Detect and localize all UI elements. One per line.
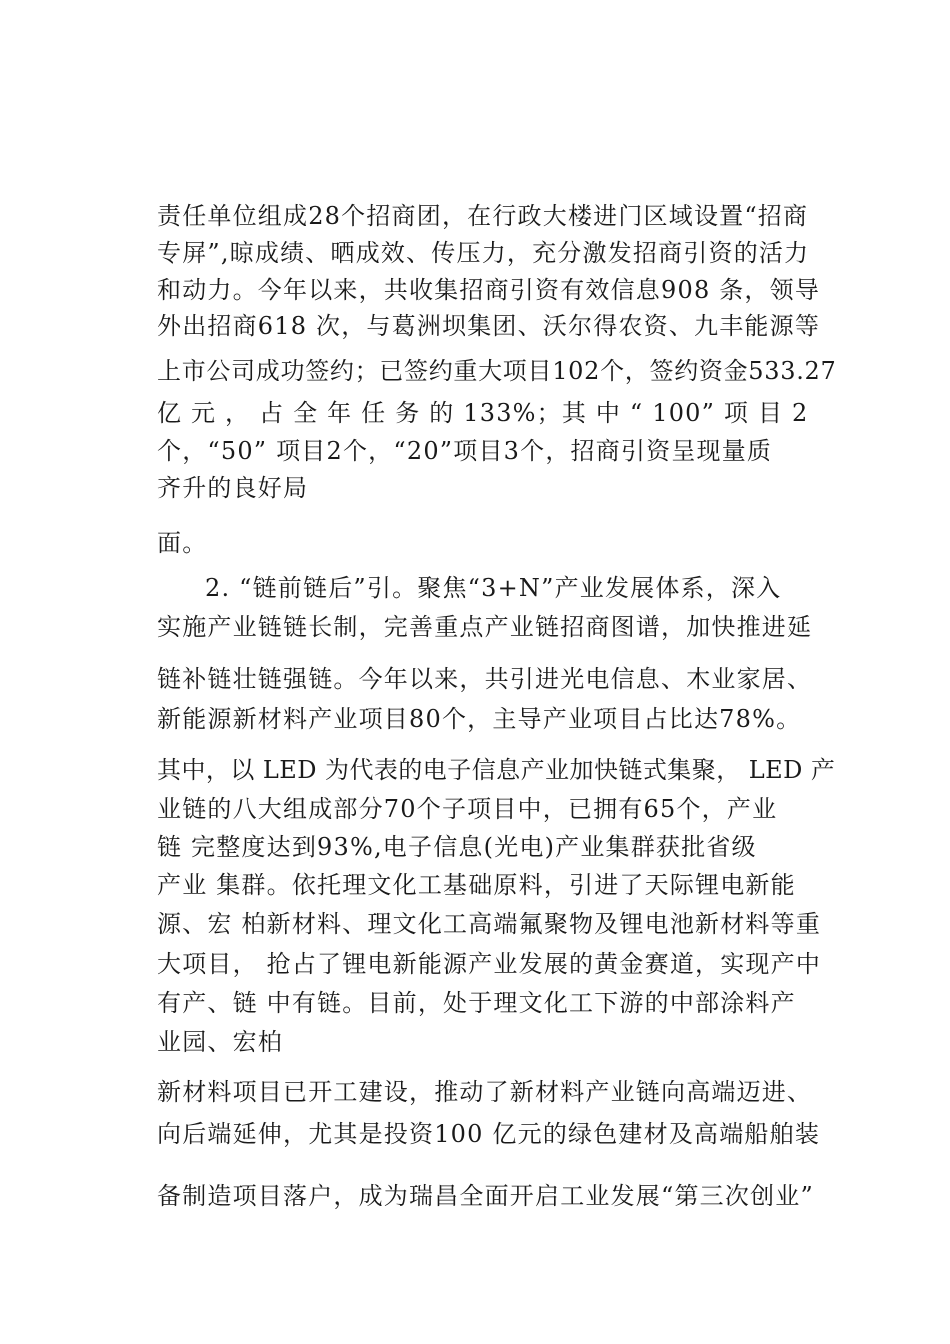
text-line: 业链的八大组成部分70个子项目中，已拥有65个，产业 (157, 795, 778, 823)
text-line: 业园、宏柏 (157, 1028, 283, 1056)
text-line: 源、宏 柏新材料、理文化工高端氟聚物及锂电池新材料等重 (157, 910, 822, 938)
text-line: 上市公司成功签约；已签约重大项目102个，签约资金533.27 (157, 357, 837, 385)
text-line: 个，“50” 项目2个，“20”项目3个，招商引资呈现量质 (157, 437, 773, 465)
text-line: 链 完整度达到93%,电子信息(光电)产业集群获批省级 (157, 833, 757, 861)
text-line: 专屏”,晾成绩、晒成效、传压力，充分激发招商引资的活力 (157, 239, 810, 267)
text-line: 2. “链前链后”引。聚焦“3+N”产业发展体系，深入 (205, 574, 782, 602)
text-line: 产业 集群。依托理文化工基础原料，引进了天际锂电新能 (157, 871, 796, 899)
text-line: 亿 元 ， 占 全 年 任 务 的 133%；其 中 “ 100” 项 目 2 (157, 399, 809, 427)
text-line: 和动力。今年以来，共收集招商引资有效信息908 条，领导 (157, 276, 821, 304)
text-line: 面。 (157, 529, 208, 557)
text-line: 链补链壮链强链。今年以来，共引进光电信息、木业家居、 (157, 665, 813, 693)
text-line: 备制造项目落户，成为瑞昌全面开启工业发展“第三次创业” (157, 1182, 814, 1210)
text-line: 大项目， 抢占了锂电新能源产业发展的黄金赛道，实现产中 (157, 950, 822, 978)
text-line: 新能源新材料产业项目80个，主导产业项目占比达78%。 (157, 705, 802, 733)
text-line: 责任单位组成28个招商团，在行政大楼进门区域设置“招商 (157, 202, 809, 230)
text-line: 齐升的良好局 (157, 474, 309, 502)
text-line: 其中，以 LED 为代表的电子信息产业加快链式集聚， LED 产 (157, 756, 836, 784)
text-line: 向后端延伸，尤其是投资100 亿元的绿色建材及高端船舶装 (157, 1120, 821, 1148)
text-line: 外出招商618 次，与葛洲坝集团、沃尔得农资、九丰能源等 (157, 312, 821, 340)
text-line: 实施产业链链长制，完善重点产业链招商图谱，加快推进延 (157, 613, 813, 641)
text-line: 新材料项目已开工建设，推动了新材料产业链向高端迈进、 (157, 1078, 813, 1106)
text-line: 有产、链 中有链。目前，处于理文化工下游的中部涂料产 (157, 989, 796, 1017)
